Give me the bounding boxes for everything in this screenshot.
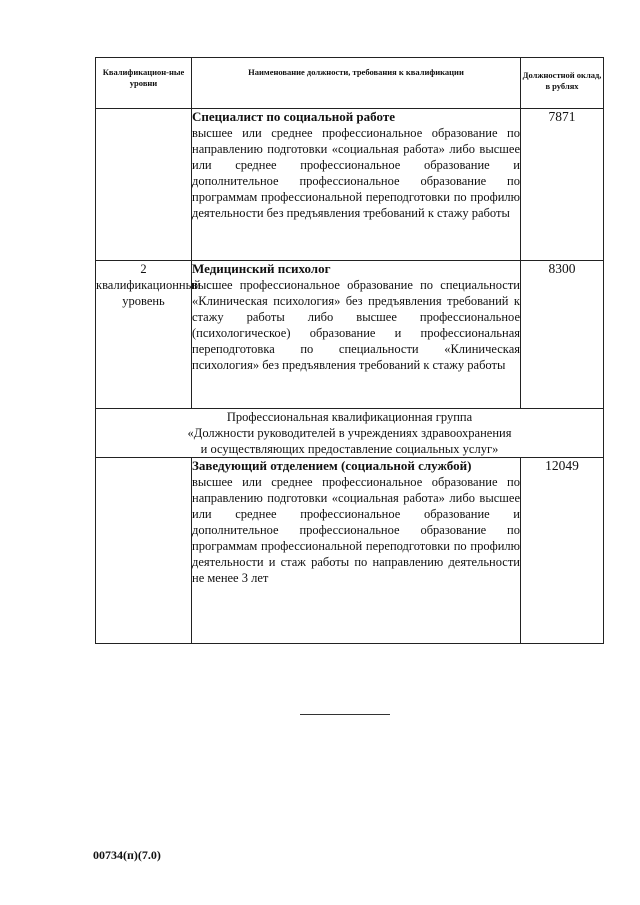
row-position bbox=[192, 261, 521, 409]
table-row bbox=[96, 109, 604, 261]
row-salary: 7871 bbox=[521, 109, 604, 261]
table-header-row bbox=[96, 58, 604, 109]
row-salary: 8300 bbox=[521, 261, 604, 409]
group-row bbox=[96, 409, 604, 458]
position-title: Специалист по социальной работе bbox=[192, 109, 395, 124]
row-level bbox=[96, 109, 192, 261]
table-row bbox=[96, 261, 604, 409]
row-position bbox=[192, 109, 521, 261]
position-requirements: высшее или среднее профессиональное образование по направлению подготовки «социальная работа» либо высшее или среднее профессиональное образование и дополнительное профессиональное образование по программам профессиональной переподготовки по профилю деятельности и стаж работы по направлению деятельности не менее 3 лет bbox=[192, 475, 520, 585]
row-level: 2 квалификационный уровень bbox=[96, 261, 192, 409]
document-code: 00734(п)(7.0) bbox=[93, 848, 161, 862]
row-position bbox=[192, 458, 521, 644]
position-requirements: высшее или среднее профессиональное образование по направлению подготовки «социальная работа» либо высшее или среднее профессиональное образование и дополнительное профессиональное образование по программам профессиональной переподготовки по профилю деятельности без предъявления требований к стажу работы bbox=[192, 126, 520, 220]
row-salary: 12049 bbox=[521, 458, 604, 644]
position-title: Медицинский психолог bbox=[192, 261, 331, 276]
qualification-group-title: Профессиональная квалификационная группа «Должности руководителей в учреждениях здравоохранения и осуществляющих предоставление социальных услуг» bbox=[96, 409, 604, 458]
header-position: Наименование должности, требования к квалификации bbox=[192, 58, 521, 109]
row-level bbox=[96, 458, 192, 644]
header-level: Квалификацион-ные уровни bbox=[96, 58, 192, 109]
separator-line bbox=[300, 714, 390, 715]
qualification-table bbox=[95, 57, 604, 644]
header-salary: Должностной оклад, в рублях bbox=[521, 58, 604, 109]
table-row bbox=[96, 458, 604, 644]
position-requirements: высшее профессиональное образование по специальности «Клиническая психология» без предъявления требований к стажу работы либо высшее профессиональное (психологическое) образование и профессиональная переподготовка по специальности «Клиническая психология» без предъявления требований к стажу работы bbox=[192, 278, 520, 372]
position-title: Заведующий отделением (социальной службой) bbox=[192, 458, 472, 473]
